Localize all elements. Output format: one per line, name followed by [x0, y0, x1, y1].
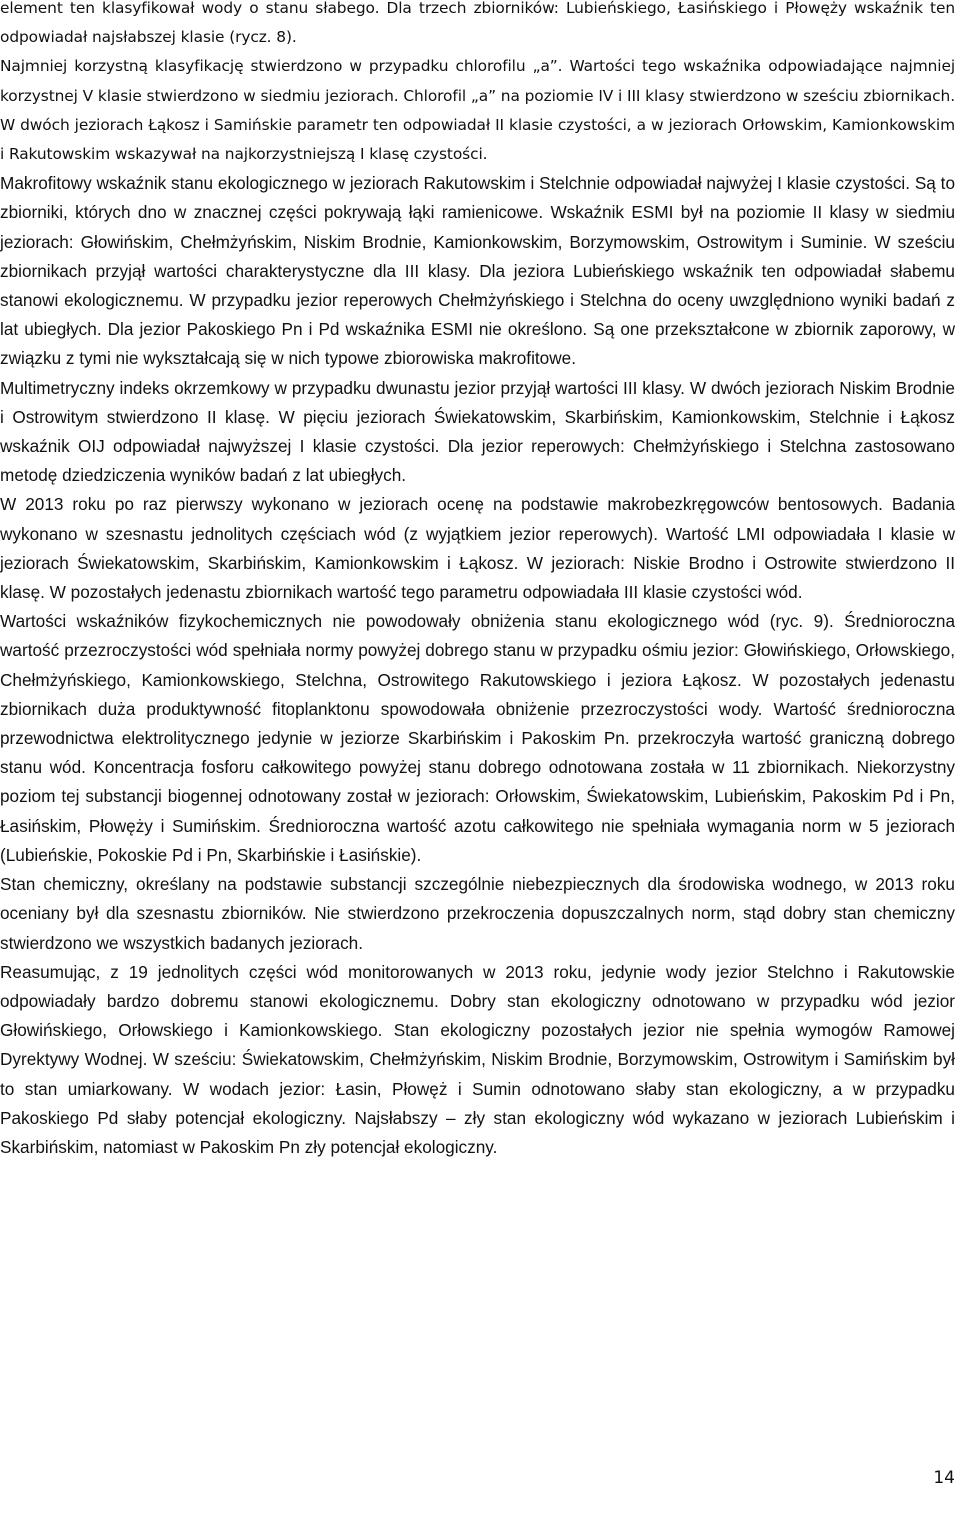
- paragraph-physicochemical: Wartości wskaźników fizykochemicznych nie powodowały obniżenia stanu ekologicznego wód (ryc. 9). Średnioroczna wartość przezroczystości wód spełniała normy powyżej dobrego stanu w przypadku ośmiu jezior: Głowińskiego, Orłowskiego, Chełmżyńskiego, Kamionkowskiego, Stelchna, Ostrowitego Rakutowskiego i jeziora Łąkosz. W pozostałych jedenastu zbiornikach duża produktywność fitoplanktonu spowodowała obniżenie przezroczystości wody. Wartość średnioroczna przewodnictwa elektrolitycznego jedynie w jeziorze Skarbińskim i Pakoskim Pn. przekroczyła wartość graniczną dobrego stanu wód. Koncentracja fosforu całkowitego powyżej stanu dobrego odnotowana została w 11 zbiornikach. Niekorzystny poziom tej substancji biogennej odnotowany został w jeziorach: Orłowskim, Świekatowskim, Lubieńskim, Pakoskim Pd i Pn, Łasińskim, Płowęży i Sumińskim. Średnioroczna wartość azotu całkowitego nie spełniała wymagania norm w 5 jeziorach (Lubieńskie, Pokoskie Pd i Pn, Skarbińskie i Łasińskie).: [0, 611, 955, 865]
- paragraph-oxygen-intro: element ten klasyfikował wody o stanu słabego. Dla trzech zbiorników: Lubieńskiego, Łasińskiego i Płowęży wskaźnik ten odpowiadał najsłabszej klasie (rycz. 8).: [0, 0, 955, 47]
- paragraph-chemical-status: Stan chemiczny, określany na podstawie substancji szczególnie niebezpiecznych dla środowiska wodnego, w 2013 roku oceniany był dla szesnastu zbiorników. Nie stwierdzono przekroczenia dopuszczalnych norm, stąd dobry stan chemiczny stwierdzono we wszystkich badanych jeziorach.: [0, 874, 955, 953]
- paragraph-chlorophyll: Najmniej korzystną klasyfikację stwierdzono w przypadku chlorofilu „a”. Wartości tego wskaźnika odpowiadające najmniej korzystnej V klasie stwierdzono w siedmiu jeziorach. Chlorofil „a” na poziomie IV i III klasy stwierdzono w sześciu zbiornikach. W dwóch jeziorach Łąkosz i Samińskie parametr ten odpowiadał II klasie czystości, a w jeziorach Orłowskim, Kamionkowskim i Rakutowskim wskazywał na najkorzystniejszą I klasę czystości.: [0, 57, 955, 164]
- paragraph-benthic-invertebrates: W 2013 roku po raz pierwszy wykonano w jeziorach ocenę na podstawie makrobezkręgowców bentosowych. Badania wykonano w szesnastu jednolitych częściach wód (z wyjątkiem jezior reperowych). Wartość LMI odpowiadała I klasie w jeziorach Świekatowskim, Skarbińskim, Kamionkowskim i Łąkosz. W jeziorach: Niskie Brodno i Ostrowite stwierdzono II klasę. W pozostałych jedenastu zbiornikach wartość tego parametru odpowiadała III klasie czystości wód.: [0, 494, 955, 603]
- paragraph-diatom-index: Multimetryczny indeks okrzemkowy w przypadku dwunastu jezior przyjął wartości III klasy. W dwóch jeziorach Niskim Brodnie i Ostrowitym stwierdzono II klasę. W pięciu jeziorach Świekatowskim, Skarbińskim, Kamionkowskim, Stelchnie i Łąkosz wskaźnik OIJ odpowiadał najwyższej I klasie czystości. Dla jezior reperowych: Chełmżyńskiego i Stelchna zastosowano metodę dziedziczenia wyników badań z lat ubiegłych.: [0, 377, 955, 486]
- paragraph-summary: Reasumując, z 19 jednolitych części wód monitorowanych w 2013 roku, jedynie wody jezior Stelchno i Rakutowskie odpowiadały bardzo dobremu stanowi ekologicznemu. Dobry stan ekologiczny odnotowano w przypadku wód jezior Głowińskiego, Orłowskiego i Kamionkowskiego. Stan ekologiczny pozostałych jezior nie spełnia wymogów Ramowej Dyrektywy Wodnej. W sześciu: Świekatowskim, Chełmżyńskim, Niskim Brodnie, Borzymowskim, Ostrowitym i Samińskim był to stan umiarkowany. W wodach jezior: Łasin, Płowęż i Sumin odnotowano słaby stan ekologiczny, a w przypadku Pakoskiego Pd słaby potencjał ekologiczny. Najsłabszy – zły stan ekologiczny wód wykazano w jeziorach Lubieńskim i Skarbińskim, natomiast w Pakoskim Pn zły potencjał ekologiczny.: [0, 961, 955, 1157]
- page-number: 14: [933, 1468, 955, 1488]
- paragraph-macrophytes: Makrofitowy wskaźnik stanu ekologicznego w jeziorach Rakutowskim i Stelchnie odpowiadał najwyżej I klasie czystości. Są to zbiorniki, których dno w znacznej części pokrywają łąki ramienicowe. Wskaźnik ESMI był na poziomie II klasy w siedmiu jeziorach: Głowińskim, Chełmżyńskim, Niskim Brodnie, Kamionkowskim, Borzymowskim, Ostrowitym i Suminie. W sześciu zbiornikach przyjął wartości charakterystyczne dla III klasy. Dla jeziora Lubieńskiego wskaźnik ten odpowiadał słabemu stanowi ekologicznemu. W przypadku jezior reperowych Chełmżyńskiego i Stelchna do oceny uwzględniono wyniki badań z lat ubiegłych. Dla jezior Pakoskiego Pn i Pd wskaźnika ESMI nie określono. Są one przekształcone w zbiornik zaporowy, w związku z tymi nie wykształcają się w nich typowe zbiorowiska makrofitowe.: [0, 173, 955, 369]
